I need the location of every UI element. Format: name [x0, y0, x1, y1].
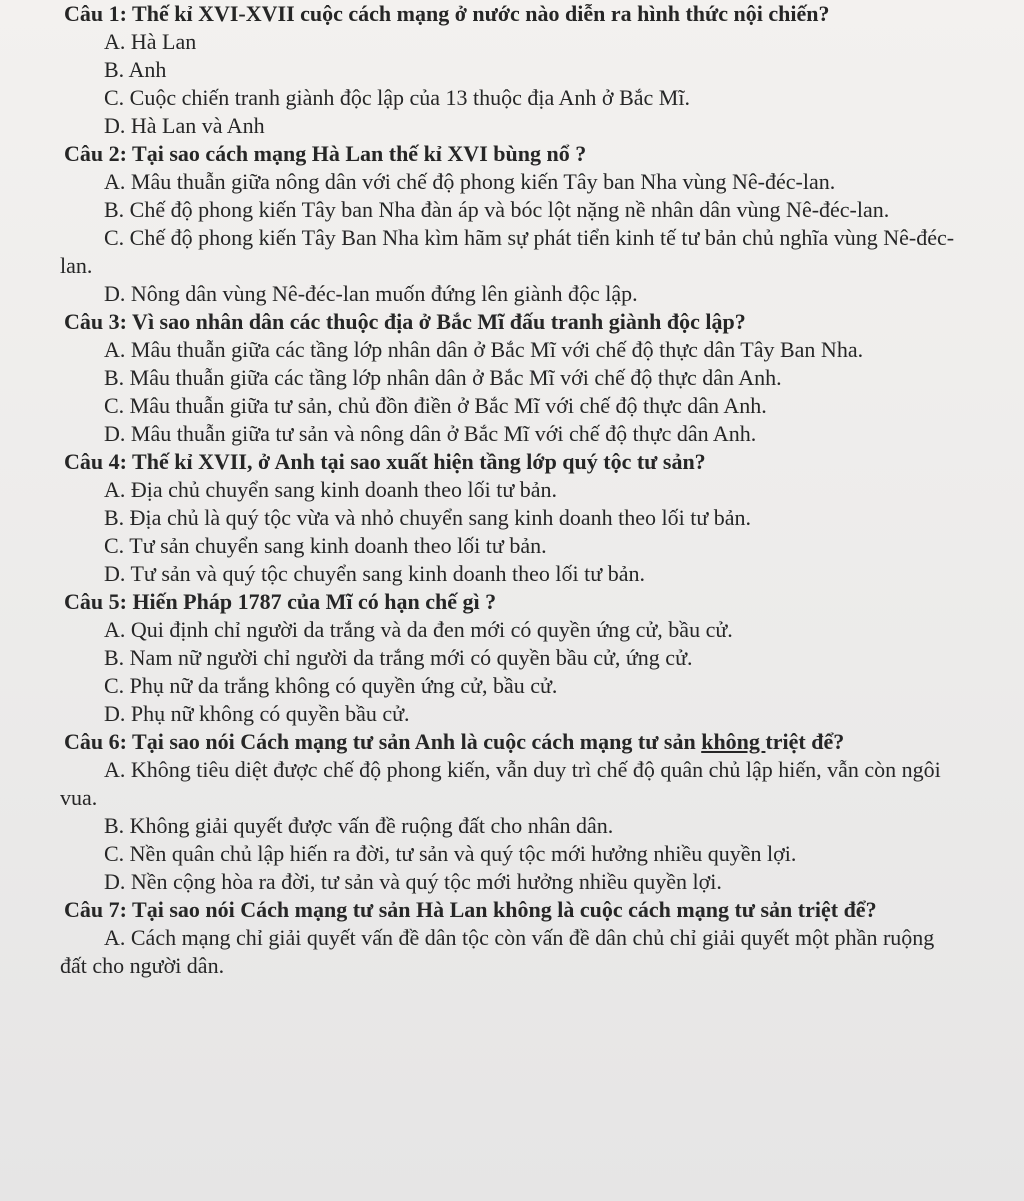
question-1-option-b: B. Anh — [104, 57, 167, 82]
question-3-option-a: A. Mâu thuẫn giữa các tầng lớp nhân dân ở Bắc Mĩ với chế độ thực dân Tây Ban Nha. — [104, 337, 864, 362]
question-4-option-c: C. Tư sản chuyển sang kinh doanh theo lối tư bản. — [104, 533, 547, 558]
question-5-option-a: A. Qui định chỉ người da trắng và da đen mới có quyền ứng cử, bầu cử. — [104, 617, 733, 642]
question-6-option-b: B. Không giải quyết được vấn đề ruộng đất cho nhân dân. — [104, 813, 614, 838]
question-6-title-start: Câu 6: Tại sao nói Cách mạng tư sản Anh là cuộc cách mạng tư sản — [64, 729, 702, 754]
question-4-option-b: B. Địa chủ là quý tộc vừa và nhỏ chuyển sang kinh doanh theo lối tư bản. — [104, 505, 752, 530]
question-7-title: Câu 7: Tại sao nói Cách mạng tư sản Hà Lan không là cuộc cách mạng tư sản triệt để? — [64, 897, 877, 922]
question-7-option-a: A. Cách mạng chỉ giải quyết vấn đề dân tộc còn vấn đề dân chủ chỉ giải quyết một phần ruộng đất cho người dân. — [60, 925, 935, 978]
question-5-option-c: C. Phụ nữ da trắng không có quyền ứng cử, bầu cử. — [104, 673, 558, 698]
question-6-option-a: A. Không tiêu diệt được chế độ phong kiến, vẫn duy trì chế độ quân chủ lập hiến, vẫn còn ngôi vua. — [60, 757, 941, 810]
question-4-option-d: D. Tư sản và quý tộc chuyển sang kinh doanh theo lối tư bản. — [104, 561, 645, 586]
question-5-option-d: D. Phụ nữ không có quyền bầu cử. — [104, 701, 410, 726]
question-5-option-b: B. Nam nữ người chỉ người da trắng mới có quyền bầu cử, ứng cử. — [104, 645, 693, 670]
question-3-option-c: C. Mâu thuẫn giữa tư sản, chủ đồn điền ở Bắc Mĩ với chế độ thực dân Anh. — [104, 393, 767, 418]
question-2-option-c: C. Chế độ phong kiến Tây Ban Nha kìm hãm sự phát tiển kinh tế tư bản chủ nghĩa vùng Nê-đéc-lan. — [60, 225, 955, 278]
question-2-option-b: B. Chế độ phong kiến Tây ban Nha đàn áp và bóc lột nặng nề nhân dân vùng Nê-đéc-lan. — [104, 197, 890, 222]
question-4-option-a: A. Địa chủ chuyển sang kinh doanh theo lối tư bản. — [104, 477, 558, 502]
question-2-option-a: A. Mâu thuẫn giữa nông dân với chế độ phong kiến Tây ban Nha vùng Nê-đéc-lan. — [104, 169, 836, 194]
question-3-title: Câu 3: Vì sao nhân dân các thuộc địa ở Bắc Mĩ đấu tranh giành độc lập? — [64, 309, 746, 334]
question-2-title: Câu 2: Tại sao cách mạng Hà Lan thế kỉ XVI bùng nổ ? — [64, 141, 587, 166]
question-2-option-d: D. Nông dân vùng Nê-đéc-lan muốn đứng lên giành độc lập. — [104, 281, 638, 306]
question-6-option-d: D. Nền cộng hòa ra đời, tư sản và quý tộc mới hưởng nhiều quyền lợi. — [104, 869, 722, 894]
question-1-option-c: C. Cuộc chiến tranh giành độc lập của 13 thuộc địa Anh ở Bắc Mĩ. — [104, 85, 690, 110]
question-6-option-c: C. Nền quân chủ lập hiến ra đời, tư sản và quý tộc mới hưởng nhiều quyền lợi. — [104, 841, 797, 866]
question-1-option-a: A. Hà Lan — [104, 29, 197, 54]
question-1-option-d: D. Hà Lan và Anh — [104, 113, 265, 138]
question-6-title-end: triệt để? — [765, 729, 845, 754]
question-5-title: Câu 5: Hiến Pháp 1787 của Mĩ có hạn chế gì ? — [64, 589, 497, 614]
question-1-title: Câu 1: Thế kỉ XVI-XVII cuộc cách mạng ở nước nào diễn ra hình thức nội chiến? — [64, 1, 830, 26]
question-4-title: Câu 4: Thế kỉ XVII, ở Anh tại sao xuất hiện tầng lớp quý tộc tư sản? — [64, 449, 706, 474]
question-3-option-d: D. Mâu thuẫn giữa tư sản và nông dân ở Bắc Mĩ với chế độ thực dân Anh. — [104, 421, 757, 446]
question-6-title — [60, 728, 964, 756]
question-6-title-underlined: không — [701, 729, 766, 754]
question-3-option-b: B. Mâu thuẫn giữa các tầng lớp nhân dân ở Bắc Mĩ với chế độ thực dân Anh. — [104, 365, 782, 390]
